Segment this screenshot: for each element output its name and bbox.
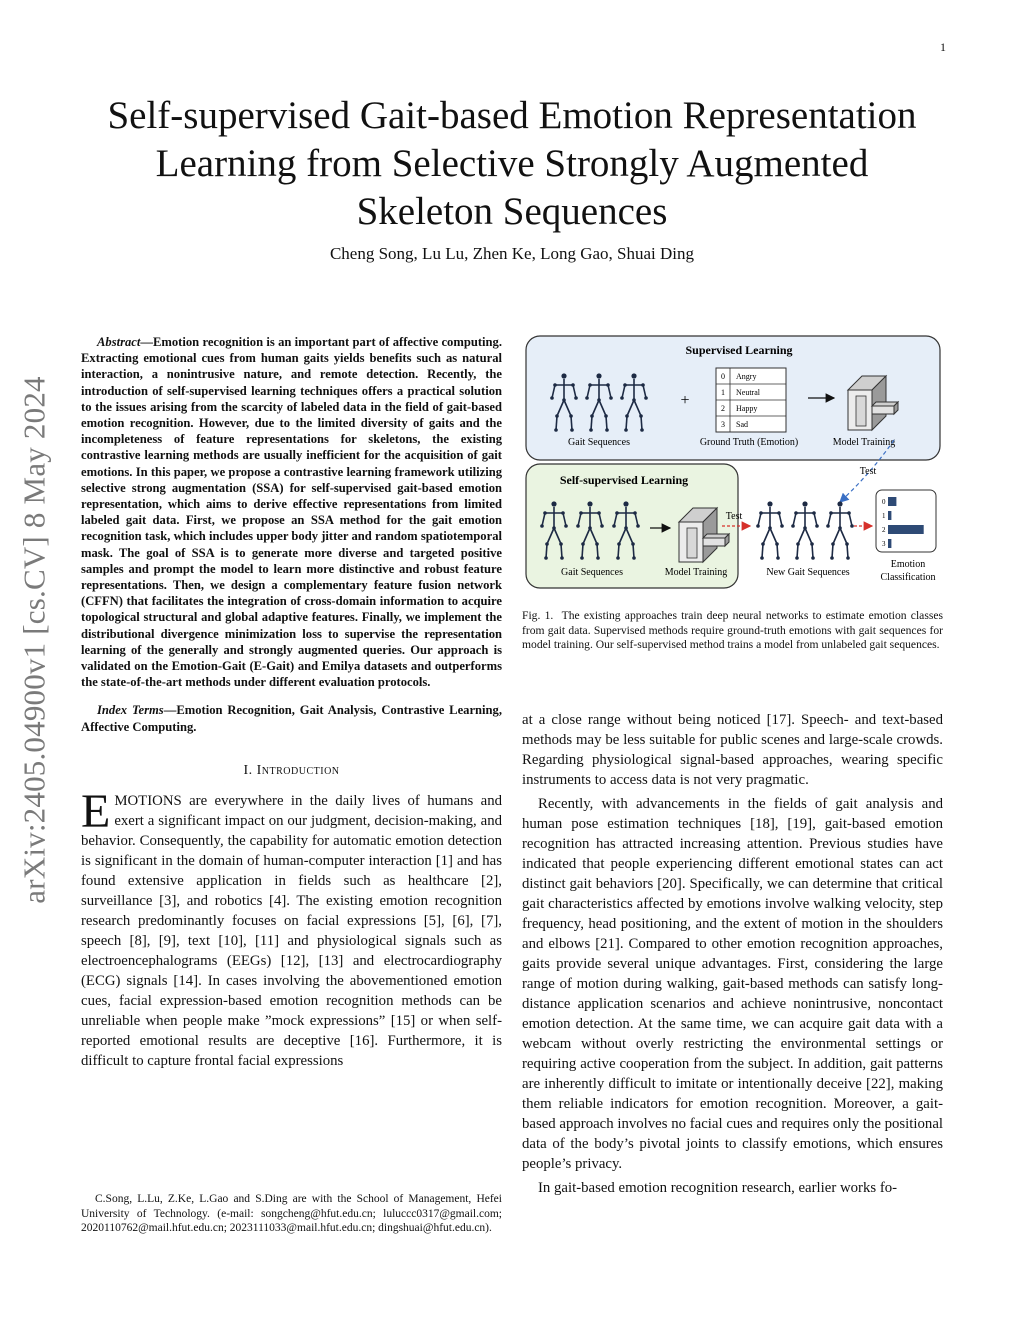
new-gait-skeleton [791,501,819,559]
title-line: Self-supervised Gait-based Emotion Representation [107,94,917,137]
emotion-index: 3 [721,420,725,429]
arxiv-identifier [15,350,55,930]
emotion-classification-chart [876,490,936,552]
figure-caption-label: Fig. 1. [522,609,554,622]
bar-index: 3 [882,540,886,548]
author-affiliation-footnote: C.Song, L.Lu, Z.Ke, L.Gao and S.Ding are with the School of Management, Hefei University of Technology. (e-mail: songcheng@hfut.edu.cn; luluccc0317@gmail.com; 2020110762@mail.hfut.edu.cn; 2023111033@mail.hfut.edu.cn; dingshuai@hfut.edu.cn). [81,1193,502,1234]
emotion-label: Sad [736,420,748,429]
label-test-top: Test [859,466,877,477]
figure-caption-text: The existing approaches train deep neural networks to estimate emotion classes from gait data. Supervised methods require ground-truth emotions with gait sequences for model training. Our self-supervised method trains a model from unlabeled gait sequences. [522,609,943,652]
figure-1 [522,332,946,596]
new-gait-skeleton [756,501,784,559]
section-heading-introduction [81,763,502,779]
label-ground-truth: Ground Truth (Emotion) [699,437,799,448]
index-terms-label: Index Terms [97,703,164,718]
emotion-index: 2 [721,404,725,413]
emotion-label: Happy [736,404,758,413]
right-column [522,710,943,1202]
label-classification: Classification [880,572,936,583]
label-gait-sequences-ssl: Gait Sequences [561,567,623,578]
classification-bar [888,511,891,520]
classification-bar [888,539,891,548]
intro-paragraph-text: MOTIONS are everywhere in the daily lives of humans and exert a significant impact on our judgment, decision-making, and behavior. Consequently, the capability for automatic emotion detection is significant in the domain of human-computer interaction [1] and has found extensive application in fields such as healthcare [2], surveillance [3], and robotics [4]. The existing emotion recognition research predominantly focuses on facial expressions [5], [6], [7], speech [8], [9], text [10], [11] and physiological signals such as electroencephalograms (EEGs) [12], [13] and electrocardiography (ECG) signals [14]. In cases involving the abovementioned emotion cues, facial expression-based emotion recognition methods can be unreliable when people make ”mock expressions” [15] or when self-reported emotional results are deceptive [16]. Furthermore, it is difficult to capture frontal facial expressions [81,792,502,1069]
section-number: I. [243,762,253,778]
emotion-index: 1 [721,388,725,397]
emotion-table [716,368,786,432]
abstract-text: —Emotion recognition is an important part of affective computing. Extracting emotional cues from human gaits yields benefits such as natural interaction, a nonintrusive nature, and remote detection. Recently, the introduction of self-supervised learning techniques offers a practical solution to the issues arising from the scarcity of labeled data in the field of gait-based emotion recognition. However, due to the limited diversity of gaits and the incompleteness of feature representations for skeletons, the existing contrastive learning methods are usually inefficient for the acquisition of gait emotions. In this paper, we propose a contrastive learning framework utilizing selective strong augmentation (SSA) for self-supervised gait-based emotion representation, which aims to derive effective representations from limited labeled gait data. First, we propose an SSA method for the gait emotion recognition task, which includes upper body jitter and random spatiotemporal mask. The goal of SSA is to generate more diverse and targeted positive samples and prompt the model to learn more distinctive and robust feature representations. Then, we design a complementary feature fusion network (CFFN) that facilitates the integration of cross-domain information to acquire topological structural and global adaptive features. Finally, we implement the distributional divergence minimization loss to supervise the representation learning of the generally and strongly augmented queries. Our approach is validated on the Emotion-Gait (E-Gait) and Emilya datasets and outperforms the state-of-the-art methods under different evaluation protocols. [81,335,502,690]
left-column [81,334,502,1071]
emotion-label: Neutral [736,388,760,397]
label-test-bottom: Test [725,511,743,522]
arxiv-identifier-text: arXiv:2405.04900v1 [cs.CV] 8 May 2024 [17,376,53,904]
bar-index: 1 [882,512,886,520]
index-terms-text: —Emotion Recognition, Gait Analysis, Contrastive Learning, Affective Computing. [81,703,503,734]
figure-caption [522,609,943,653]
plus-sign: + [680,392,690,409]
classification-bar [888,497,896,506]
label-model-training: Model Training [832,437,896,448]
drop-cap-letter: E [81,784,111,838]
abstract [81,334,502,690]
page-number: 1 [940,40,946,54]
bar-index: 2 [882,526,886,534]
paper-title [70,92,954,236]
author-list: Cheng Song, Lu Lu, Zhen Ke, Long Gao, Shuai Ding [329,244,695,263]
bar-index: 0 [882,498,886,506]
body-paragraph: at a close range without being noticed [17]. Speech- and text-based methods may be less suitable for public scenes and large-scale crowds. Regarding physiological signal-based approaches, wearing specific instruments to access data is not very pragmatic. [522,712,943,788]
figure-1-diagram [522,332,946,596]
label-new-gait-sequences: New Gait Sequences [766,567,850,578]
emotion-label: Angry [736,372,757,381]
label-gait-sequences: Gait Sequences [568,437,630,448]
self-supervised-title: Self-supervised Learning [559,473,689,487]
emotion-index: 0 [721,372,725,381]
classification-bar [888,525,924,534]
index-terms [81,702,502,734]
abstract-label: Abstract [97,335,141,349]
label-model-training-ssl: Model Training [664,567,728,578]
supervised-title: Supervised Learning [685,343,793,357]
body-paragraph: Recently, with advancements in the fields of gait analysis and human pose estimation techniques [18], [19], gait-based emotion recognition has attracted increasing attention. Previous studies have indicated that people experiencing different emotional states can act distinct gait behaviors [20]. Specifically, we can determine that critical gait characteristics affected by emotions involve walking velocity, step frequency, head positioning, and the extent of motion in the shoulders and elbows [21]. Compared to other emotion recognition approaches, gaits provide several unique advantages. First, considering the large range of motion during walking, gait-based methods can satisfy long-distance application scenarios and achieve nonintrusive, noncontact emotion detection. At the same time, we can acquire gait data with a webcam without overly restricting the environmental settings or requiring active cooperation from the subject. In addition, gait patterns are inherently difficult to imitate or intentionally deceive [22], making them reliable indicators for emotion recognition. Moreover, a gait-based approach involves no facial cues and requires only the positional data of the body’s pivotal joints to classify emotions, which ensures people’s privacy. [522,796,943,1172]
title-line: Skeleton Sequences [356,190,668,233]
section-title: Introduction [256,762,340,778]
intro-paragraph [81,784,502,1071]
label-emotion: Emotion [890,559,926,570]
body-paragraph: In gait-based emotion recognition research, earlier works fo- [538,1180,898,1196]
title-line: Learning from Selective Strongly Augmented [155,142,869,185]
new-gait-skeleton [826,501,854,559]
